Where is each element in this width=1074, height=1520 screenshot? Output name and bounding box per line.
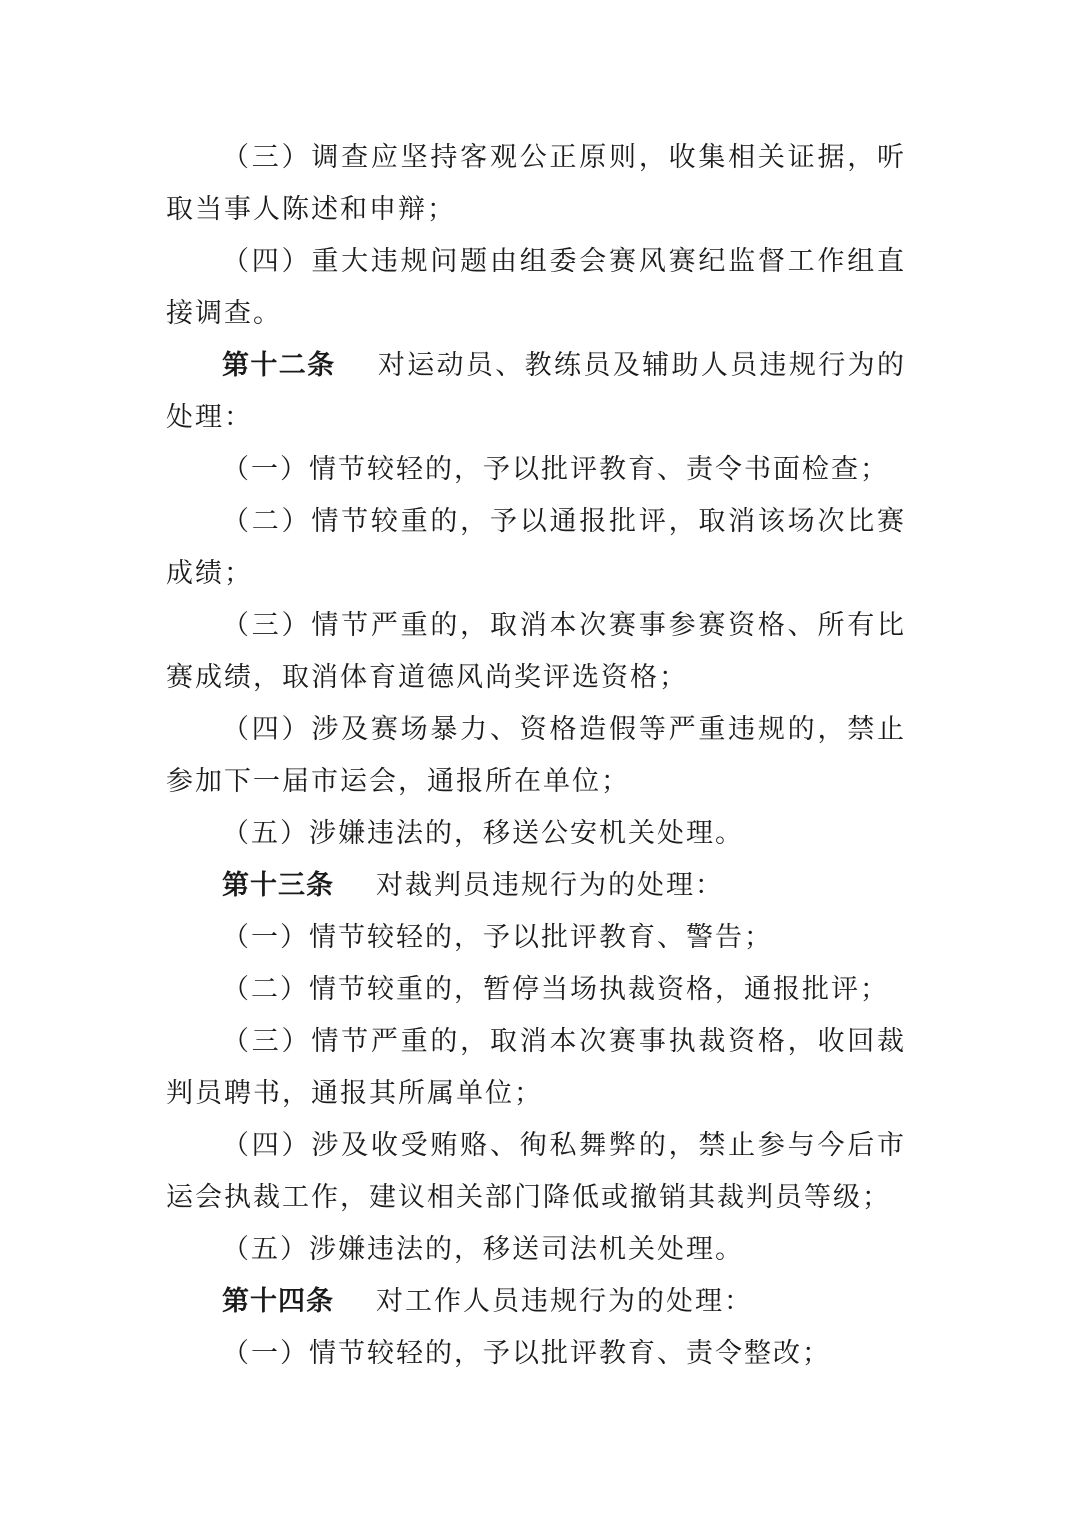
document-page xyxy=(166,132,906,1380)
article-text: 对运动员、教练员及辅助人员违规行为的处理： xyxy=(166,350,907,433)
article-text: 对工作人员违规行为的处理： xyxy=(376,1286,753,1317)
article-heading: 第十二条 xyxy=(222,350,336,381)
article-text: 对裁判员违规行为的处理： xyxy=(376,870,724,901)
clause-item: （二）情节较重的，暂停当场执裁资格，通报批评； xyxy=(222,974,889,1005)
clause-item: （三）情节严重的，取消本次赛事执裁资格，收回裁判员聘书，通报其所属单位； xyxy=(166,1026,906,1109)
clause-item: （五）涉嫌违法的，移送公安机关处理。 xyxy=(222,818,744,849)
clause-item: （一）情节较轻的，予以批评教育、责令整改； xyxy=(222,1338,831,1369)
article-heading: 第十三条 xyxy=(222,870,334,901)
clause-item: （四）涉及收受贿赂、徇私舞弊的，禁止参与今后市运会执裁工作，建议相关部门降低或撤销其裁判员等级； xyxy=(166,1130,906,1213)
article-heading: 第十四条 xyxy=(222,1286,334,1317)
clause-item: （五）涉嫌违法的，移送司法机关处理。 xyxy=(222,1234,744,1265)
article-13 xyxy=(166,860,906,912)
clause-item: （一）情节较轻的，予以批评教育、警告； xyxy=(222,922,773,953)
clause-item: （二）情节较重的，予以通报批评，取消该场次比赛成绩； xyxy=(166,506,906,589)
clause-item: （一）情节较轻的，予以批评教育、责令书面检查； xyxy=(222,454,889,485)
article-14 xyxy=(166,1276,906,1328)
clause-item: （四）涉及赛场暴力、资格造假等严重违规的，禁止参加下一届市运会，通报所在单位； xyxy=(166,714,906,797)
clause-item: （四）重大违规问题由组委会赛风赛纪监督工作组直接调查。 xyxy=(166,246,906,329)
clause-item: （三）调查应坚持客观公正原则，收集相关证据，听取当事人陈述和申辩； xyxy=(166,142,906,225)
article-12 xyxy=(166,340,906,444)
clause-item: （三）情节严重的，取消本次赛事参赛资格、所有比赛成绩，取消体育道德风尚奖评选资格； xyxy=(166,610,906,693)
